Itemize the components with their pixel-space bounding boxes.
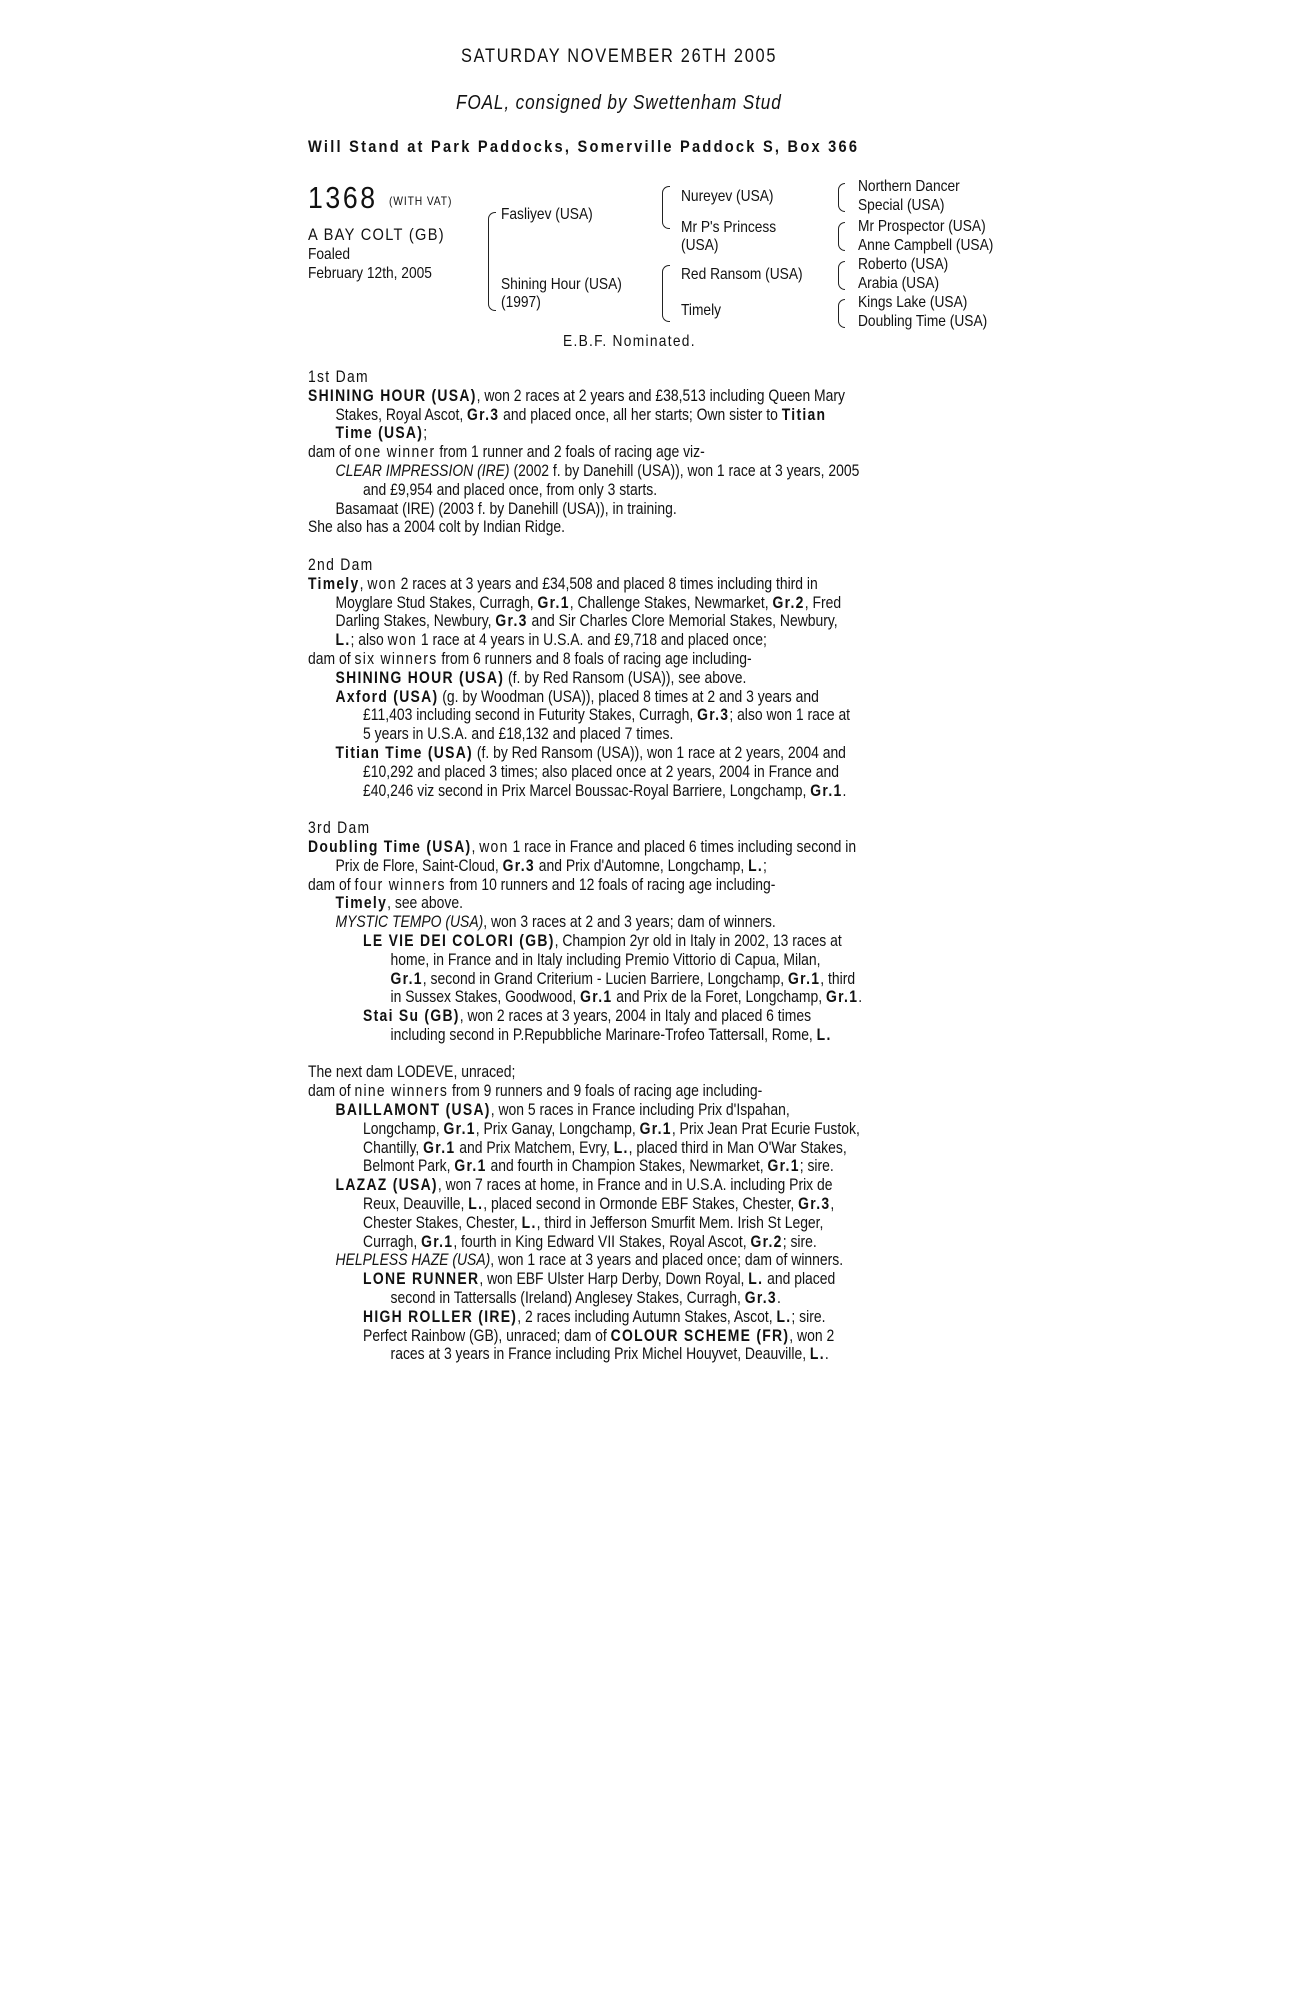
brace-g2 — [838, 197, 845, 212]
third-dam-line: home, in France and in Italy including Premio Vittorio di Capua, Milan, — [390, 950, 821, 969]
pedigree-g6: Arabia (USA) — [858, 275, 940, 292]
pedigree-dam-dam: Timely — [681, 302, 722, 319]
brace-g7 — [838, 299, 845, 314]
brace-sire-sire — [662, 186, 670, 208]
second-dam-line: Titian Time (USA) (f. by Red Ransom (USA)), won 1 race at 2 years, 2004 and — [335, 743, 846, 762]
next-dam-line: dam of nine winners from 9 runners and 9 foals of racing age including- — [308, 1082, 763, 1101]
brace-g3 — [838, 222, 845, 237]
first-dam-line: Stakes, Royal Ascot, Gr.3 and placed once, all her starts; Own sister to Titian — [335, 405, 827, 424]
pedigree-dam-sire: Red Ransom (USA) — [681, 266, 803, 283]
foaled-date: February 12th, 2005 — [308, 265, 432, 282]
third-dam-line: including second in P.Repubbliche Marinare-Trofeo Tattersall, Rome, L. — [390, 1025, 832, 1044]
brace-dam — [488, 254, 496, 311]
third-dam-line: Doubling Time (USA), won 1 race in France and placed 6 times including second in — [308, 837, 857, 856]
brace-g8 — [838, 313, 845, 328]
second-dam-line: L.; also won 1 race at 4 years in U.S.A. and £9,718 and placed once; — [335, 631, 767, 650]
next-dam-line: Perfect Rainbow (GB), unraced; dam of COLOUR SCHEME (FR), won 2 — [363, 1326, 835, 1345]
second-dam-line: 5 years in U.S.A. and £18,132 and placed 7 times. — [363, 725, 674, 744]
ebf-nomination: E.B.F. Nominated. — [563, 333, 696, 350]
first-dam-line: Basamaat (IRE) (2003 f. by Danehill (USA)), in training. — [335, 499, 677, 518]
second-dam-line: £11,403 including second in Futurity Stakes, Curragh, Gr.3; also won 1 race at — [363, 706, 851, 725]
foaled-label: Foaled — [308, 246, 351, 263]
first-dam-line: CLEAR IMPRESSION (IRE) (2002 f. by Danehill (USA)), won 1 race at 3 years, 2005 — [335, 461, 860, 480]
pedigree-notes — [308, 368, 1008, 1364]
next-dam-line: Longchamp, Gr.1, Prix Ganay, Longchamp, Gr.1, Prix Jean Prat Ecurie Fustok, — [363, 1119, 860, 1138]
brace-dam-sire — [662, 265, 670, 294]
next-dam-line: Chester Stakes, Chester, L., third in Jefferson Smurfit Mem. Irish St Leger, — [363, 1213, 824, 1232]
lot-number: 1368 — [308, 180, 378, 215]
third-dam-line: Prix de Flore, Saint-Cloud, Gr.3 and Prix d'Automne, Longchamp, L.; — [335, 856, 767, 875]
next-dam-line: BAILLAMONT (USA), won 5 races in France including Prix d'Ispahan, — [335, 1101, 790, 1120]
second-dam-heading: 2nd Dam — [308, 555, 374, 574]
next-dam-line: HELPLESS HAZE (USA), won 1 race at 3 years and placed once; dam of winners. — [335, 1251, 844, 1270]
pedigree-sire-dam-country: (USA) — [681, 237, 719, 254]
brace-g4 — [838, 236, 845, 251]
next-dam-line: HIGH ROLLER (IRE), 2 races including Autumn Stakes, Ascot, L.; sire. — [363, 1307, 826, 1326]
brace-sire-dam — [662, 207, 670, 229]
pedigree-sire-sire: Nureyev (USA) — [681, 188, 774, 205]
next-dam-line: Belmont Park, Gr.1 and fourth in Champion Stakes, Newmarket, Gr.1; sire. — [363, 1157, 834, 1176]
third-dam-heading: 3rd Dam — [308, 819, 371, 838]
brace-g6 — [838, 275, 845, 290]
pedigree-sire-dam: Mr P's Princess — [681, 219, 777, 236]
third-dam-line: MYSTIC TEMPO (USA), won 3 races at 2 and 3 years; dam of winners. — [335, 913, 776, 932]
third-dam-line: Gr.1, second in Grand Criterium - Lucien Barriere, Longchamp, Gr.1, third — [390, 969, 856, 988]
pedigree-sire: Fasliyev (USA) — [501, 206, 593, 223]
brace-g1 — [838, 183, 845, 198]
second-dam-line: SHINING HOUR (USA) (f. by Red Ransom (USA)), see above. — [335, 668, 747, 687]
first-dam-line: Time (USA); — [335, 424, 428, 443]
next-dam-line: races at 3 years in France including Prix Michel Houyvet, Deauville, L.. — [390, 1345, 829, 1364]
second-dam-line: Darling Stakes, Newbury, Gr.3 and Sir Charles Clore Memorial Stakes, Newbury, — [335, 612, 838, 631]
next-dam-line: Curragh, Gr.1, fourth in King Edward VII Stakes, Royal Ascot, Gr.2; sire. — [363, 1232, 817, 1251]
third-dam-line: Timely, see above. — [335, 894, 463, 913]
second-dam-line: Moyglare Stud Stakes, Curragh, Gr.1, Challenge Stakes, Newmarket, Gr.2, Fred — [335, 593, 842, 612]
vat-note: (WITH VAT) — [389, 194, 453, 208]
pedigree-g1: Northern Dancer — [858, 178, 960, 195]
pedigree-dam-year: (1997) — [501, 294, 541, 311]
second-dam-line: £40,246 viz second in Prix Marcel Boussac-Royal Barriere, Longchamp, Gr.1. — [363, 781, 847, 800]
pedigree-g2: Special (USA) — [858, 197, 945, 214]
stand-location: Will Stand at Park Paddocks, Somerville Paddock S, Box 366 — [308, 137, 860, 156]
next-dam-line: Reux, Deauville, L., placed second in Ormonde EBF Stakes, Chester, Gr.3, — [363, 1195, 835, 1214]
next-dam-line: Chantilly, Gr.1 and Prix Matchem, Evry, L., placed third in Man O'War Stakes, — [363, 1138, 847, 1157]
first-dam-heading: 1st Dam — [308, 368, 369, 386]
third-dam-line: LE VIE DEI COLORI (GB), Champion 2yr old in Italy in 2002, 13 races at — [363, 931, 842, 950]
consignment-line: FOAL, consigned by Swettenham Stud — [455, 92, 782, 114]
pedigree-g3: Mr Prospector (USA) — [858, 218, 986, 235]
first-dam-line: SHINING HOUR (USA), won 2 races at 2 years and £38,513 including Queen Mary — [308, 386, 846, 405]
third-dam-line: Stai Su (GB), won 2 races at 3 years, 2004 in Italy and placed 6 times — [363, 1007, 812, 1026]
next-dam-line: LONE RUNNER, won EBF Ulster Harp Derby, Down Royal, L. and placed — [363, 1270, 836, 1289]
second-dam-line: Timely, won 2 races at 3 years and £34,508 and placed 8 times including third in — [308, 574, 818, 593]
next-dam-line: second in Tattersalls (Ireland) Anglesey Stakes, Curragh, Gr.3. — [390, 1289, 781, 1308]
next-dam-line: The next dam LODEVE, unraced; — [308, 1063, 516, 1082]
first-dam-line: and £9,954 and placed once, from only 3 starts. — [363, 480, 658, 499]
brace-sire — [488, 212, 496, 255]
third-dam-line: dam of four winners from 10 runners and 12 foals of racing age including- — [308, 875, 776, 894]
second-dam-line: Axford (USA) (g. by Woodman (USA)), placed 8 times at 2 and 3 years and — [335, 687, 819, 706]
third-dam-line: in Sussex Stakes, Goodwood, Gr.1 and Prix de la Foret, Longchamp, Gr.1. — [390, 988, 863, 1007]
second-dam-line: £10,292 and placed 3 times; also placed once at 2 years, 2004 in France and — [363, 762, 840, 781]
sale-date: SATURDAY NOVEMBER 26TH 2005 — [461, 46, 778, 67]
pedigree-g4: Anne Campbell (USA) — [858, 237, 994, 254]
first-dam-line: dam of one winner from 1 runner and 2 foals of racing age viz- — [308, 443, 705, 462]
pedigree-g7: Kings Lake (USA) — [858, 294, 968, 311]
first-dam-line: She also has a 2004 colt by Indian Ridge. — [308, 518, 565, 537]
pedigree-dam: Shining Hour (USA) — [501, 276, 622, 293]
pedigree-g5: Roberto (USA) — [858, 256, 949, 273]
next-dam-line: LAZAZ (USA), won 7 races at home, in France and in U.S.A. including Prix de — [335, 1176, 833, 1195]
brace-g5 — [838, 261, 845, 276]
brace-dam-dam — [662, 293, 670, 322]
pedigree-g8: Doubling Time (USA) — [858, 313, 988, 330]
lot-description: A BAY COLT (GB) — [308, 225, 445, 244]
second-dam-line: dam of six winners from 6 runners and 8 foals of racing age including- — [308, 649, 752, 668]
